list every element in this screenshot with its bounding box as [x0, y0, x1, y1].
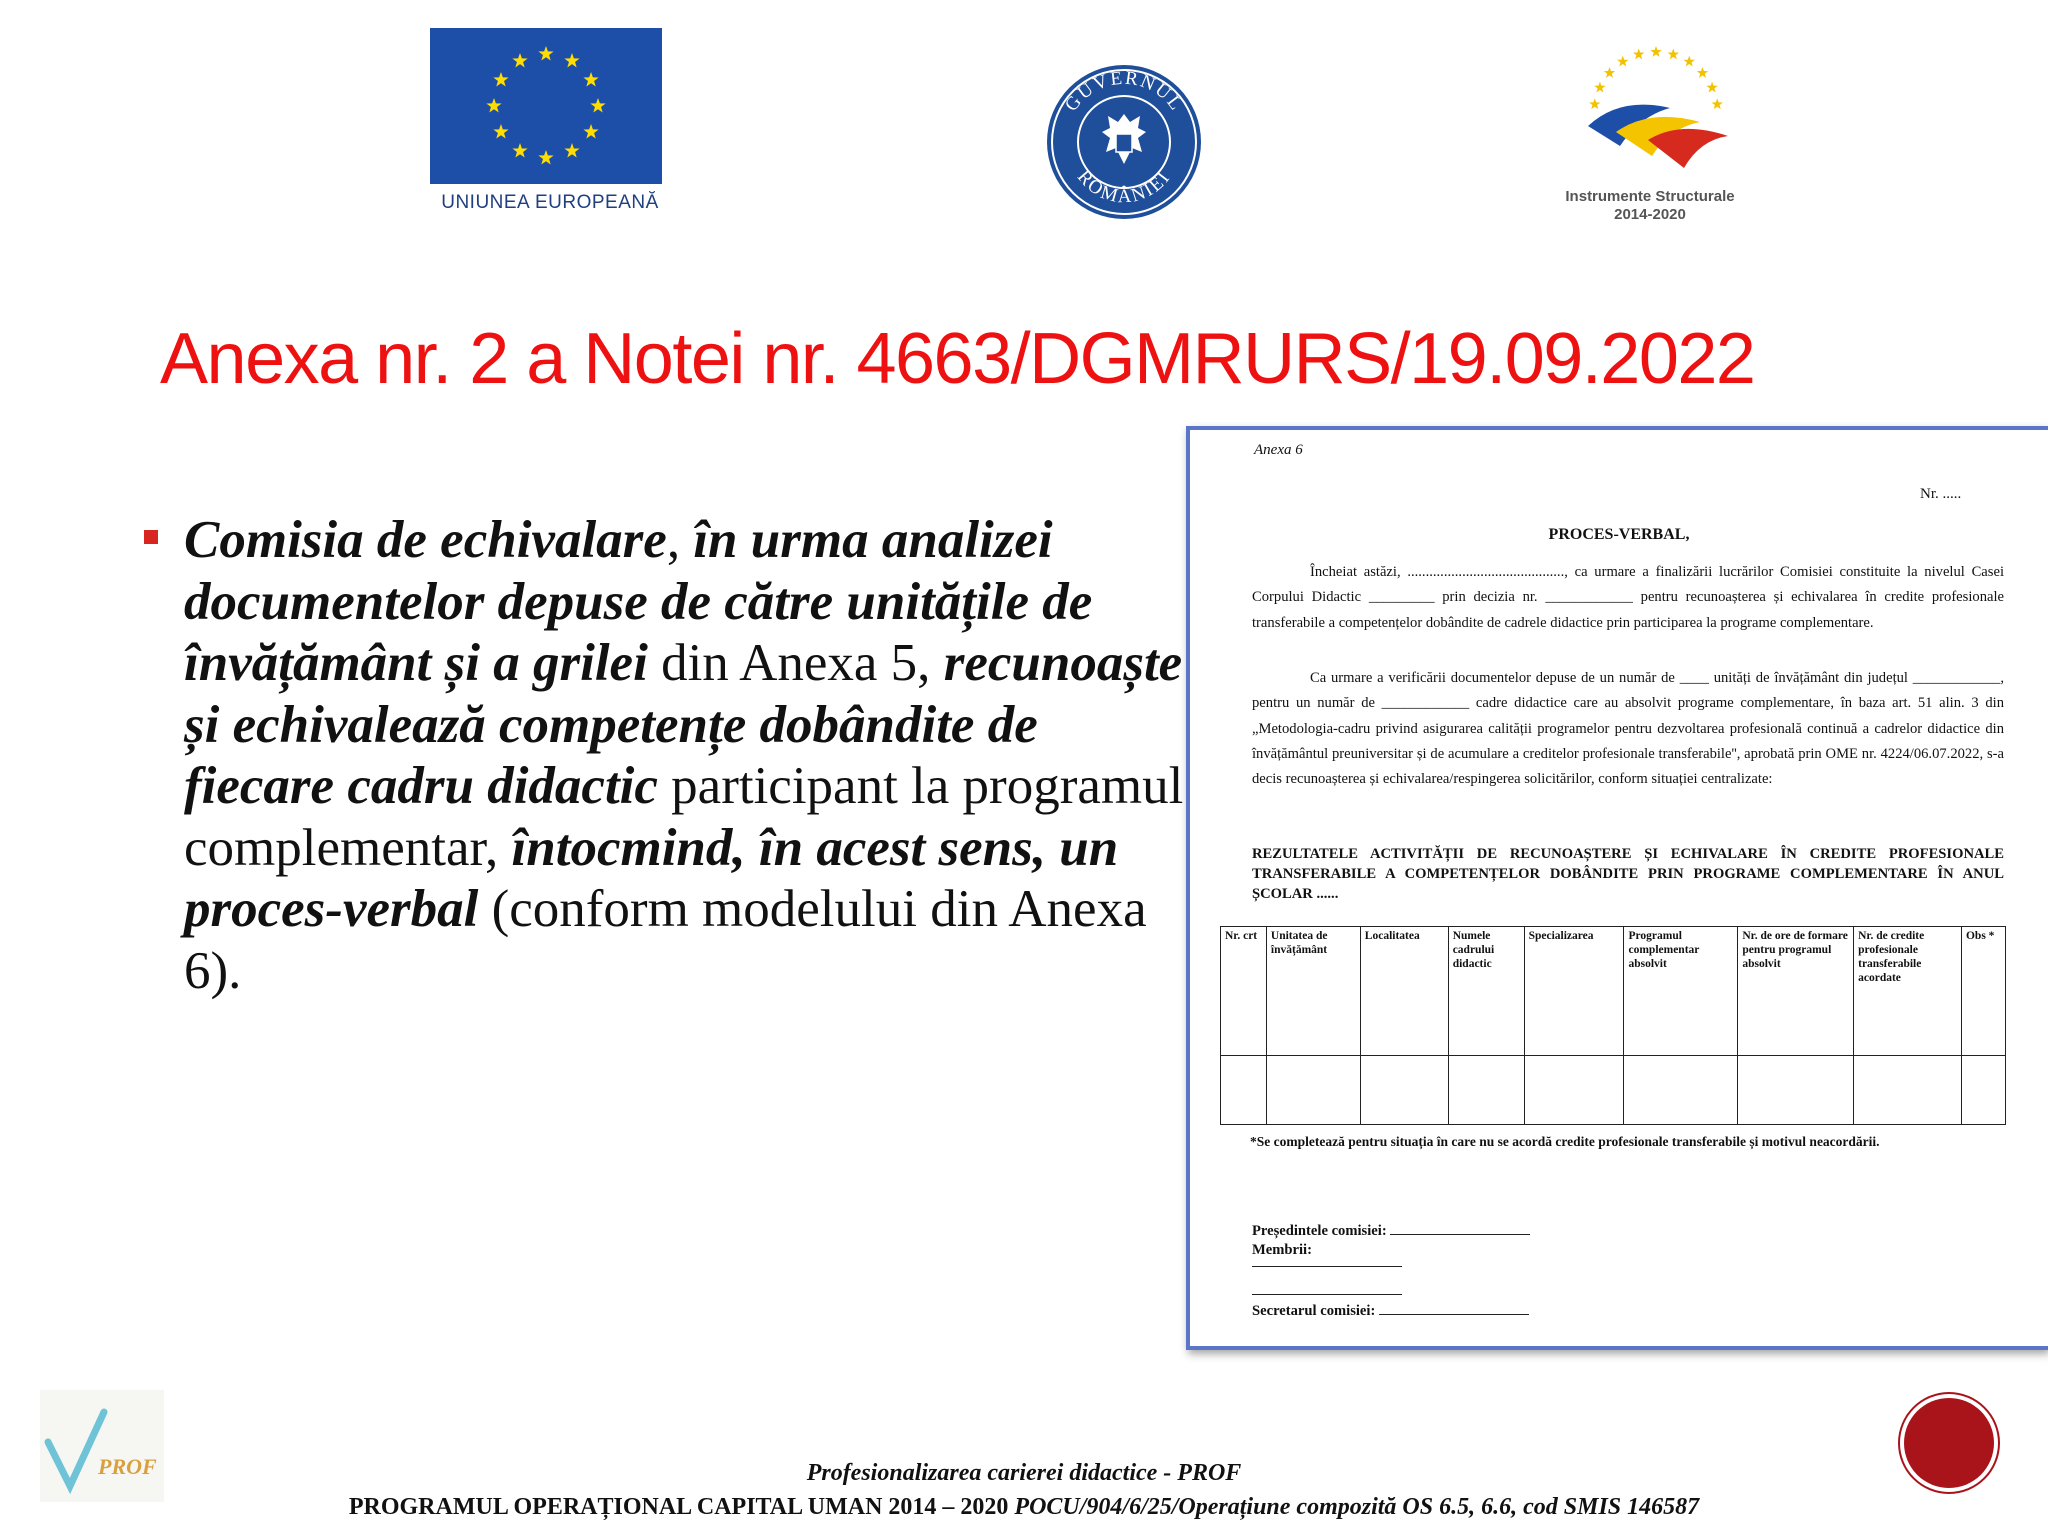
text-segment-4: din Anexa 5,: [647, 634, 944, 692]
doc-footnote: *Se completează pentru situația în care nu se acordă credite profesionale transferabile și motivul neacordării.: [1250, 1134, 1880, 1149]
bullet-marker: [144, 530, 158, 544]
eu-star-icon: [590, 98, 605, 112]
main-paragraph: [184, 510, 1184, 1002]
doc-results-heading: REZULTATELE ACTIVITĂȚII DE RECUNOAȘTERE ȘI ECHIVALARE ÎN CREDITE PROFESIONALE TRANSFERABILE A COMPETENȚELOR DOBÂNDITE PRIN PROGRAME COMPLEMENTARE ÎN ANUL ȘCOLAR ......: [1252, 846, 2004, 902]
members-label: Membrii:: [1252, 1242, 1312, 1258]
seal-bottom-text: ROMÂNIEI: [1072, 166, 1176, 208]
doc-results-table: [1220, 926, 2006, 1125]
member-line-1: [1252, 1266, 1402, 1267]
footer-program-code: POCU/904/6/25/Operațiune compozită OS 6.5, 6.6, cod SMIS 146587: [1014, 1494, 1700, 1520]
annex-6-document-preview: [1186, 426, 2048, 1350]
eu-star-icon: [512, 53, 527, 67]
column-header: Nr. de credite profesionale transferabile acordate: [1854, 927, 1962, 1056]
structural-label-line-2: 2014-2020: [1614, 206, 1686, 223]
column-header: Unitatea de învățământ: [1266, 927, 1360, 1056]
structural-star-icon: [1712, 98, 1723, 109]
doc-paragraph-2: Ca urmare a verificării documentelor depuse de un număr de ____ unități de învățământ din județul ____________, pentru un număr de ____________ cadre didactice care au absolvit programe complementare, în baza art. 51 alin. 3 din „Metodologia-cadru privind asigurarea calității programelor pentru dezvoltarea profesională continuă a cadrelor didactice din învățământul preuniversitar și de acumulare a creditelor profesionale transferabile'', aprobată prin OME nr. 4224/06.07.2022, s-a decis recunoașterea și echivalarea/respingerea solicitărilor, conform situației centralizate:: [1252, 670, 2004, 788]
structural-star-icon: [1650, 46, 1661, 57]
eu-label: UNIUNEA EUROPEANĂ: [441, 192, 659, 213]
text-segment-6: participant la programul complementar,: [184, 757, 1184, 877]
secretary-signature-line: [1252, 1300, 1529, 1320]
eu-star-icon: [564, 53, 579, 67]
column-header: Nr. crt: [1221, 927, 1267, 1056]
doc-heading: PROCES-VERBAL,: [1548, 526, 1690, 543]
structural-instruments-label: [1520, 188, 1780, 224]
eu-star-icon: [493, 72, 508, 86]
column-header: Specializarea: [1524, 927, 1624, 1056]
text-segment-7: întocmind, în acest sens, un proces-verbal: [184, 818, 1119, 938]
structural-star-icon: [1684, 56, 1695, 67]
eu-star-icon: [583, 124, 598, 138]
text-segment-2: ,: [666, 511, 694, 569]
doc-paragraph-1: Încheiat astăzi, ..........................................., ca urmare a finalizării lucrărilor Comisiei constituite la nivelul Casei Corpului Didactic _________ prin decizia nr. ____________ pentru recunoașterea și echivalarea în credite profesionale transferabile a competențelor dobândite de cadrele didactice prin participarea la programe complementare.: [1252, 564, 2004, 631]
doc-number: Nr. .....: [1920, 486, 1962, 502]
structural-star-icon: [1706, 82, 1717, 93]
slide-nav-button[interactable]: [1904, 1398, 1994, 1488]
text-segment-3: în urma analizei documentelor depuse de către unitățile de învățământ și a grilei: [184, 511, 1093, 692]
page-title: Anexa nr. 2 a Notei nr. 4663/DGMRURS/19.09.2022: [160, 319, 1755, 399]
column-header: Nr. de ore de formare pentru programul absolvit: [1738, 927, 1854, 1056]
structural-star-icon: [1589, 98, 1600, 109]
eu-star-icon: [538, 46, 553, 60]
structural-star-icon: [1668, 48, 1679, 59]
government-seal-logo: [1044, 62, 1204, 222]
footer-program-name: PROGRAMUL OPERAȚIONAL CAPITAL UMAN 2014 – 2020: [348, 1494, 1015, 1520]
structural-star-icon: [1633, 48, 1644, 59]
structural-star-icon: [1617, 56, 1628, 67]
footer-program-line: [0, 1494, 2048, 1521]
member-line-2: [1252, 1294, 1402, 1295]
table-header-row: [1221, 927, 2006, 1056]
eu-star-icon: [583, 72, 598, 86]
structural-instruments-logo: [1560, 36, 1740, 186]
column-header: Programul complementar absolvit: [1624, 927, 1738, 1056]
president-label: Președintele comisiei:: [1252, 1223, 1387, 1239]
eu-star-icon: [493, 124, 508, 138]
footer-project-name: Profesionalizarea carierei didactice - PROF: [806, 1460, 1242, 1486]
president-signature-line: [1252, 1220, 1530, 1240]
table-row: [1221, 1056, 2006, 1125]
eu-star-icon: [486, 98, 501, 112]
text-segment-8: (conform modelului din Anexa 6).: [184, 880, 1147, 1000]
eu-star-icon: [512, 143, 527, 157]
seal-top-text: GUVERNUL: [1060, 67, 1188, 116]
prof-logo-text: PROF: [98, 1454, 157, 1479]
text-segment-5: recunoaște și echivalează competențe dobândite de fiecare cadru didactic: [184, 634, 1183, 815]
text-segment-1: Comisia de echivalare: [184, 511, 667, 569]
eu-star-icon: [564, 143, 579, 157]
eu-flag-logo: [430, 28, 662, 184]
structural-label-line-1: Instrumente Structurale: [1565, 188, 1735, 205]
structural-star-icon: [1594, 82, 1605, 93]
structural-star-icon: [1604, 67, 1615, 78]
column-header: Localitatea: [1360, 927, 1448, 1056]
eu-stars-icon: [430, 28, 662, 184]
secretary-label: Secretarul comisiei:: [1252, 1303, 1376, 1319]
column-header: Numele cadrului didactic: [1448, 927, 1524, 1056]
column-header: Obs *: [1961, 927, 2005, 1056]
structural-star-icon: [1697, 67, 1708, 78]
eu-star-icon: [538, 150, 553, 164]
doc-annex-label: Anexa 6: [1254, 442, 1303, 458]
